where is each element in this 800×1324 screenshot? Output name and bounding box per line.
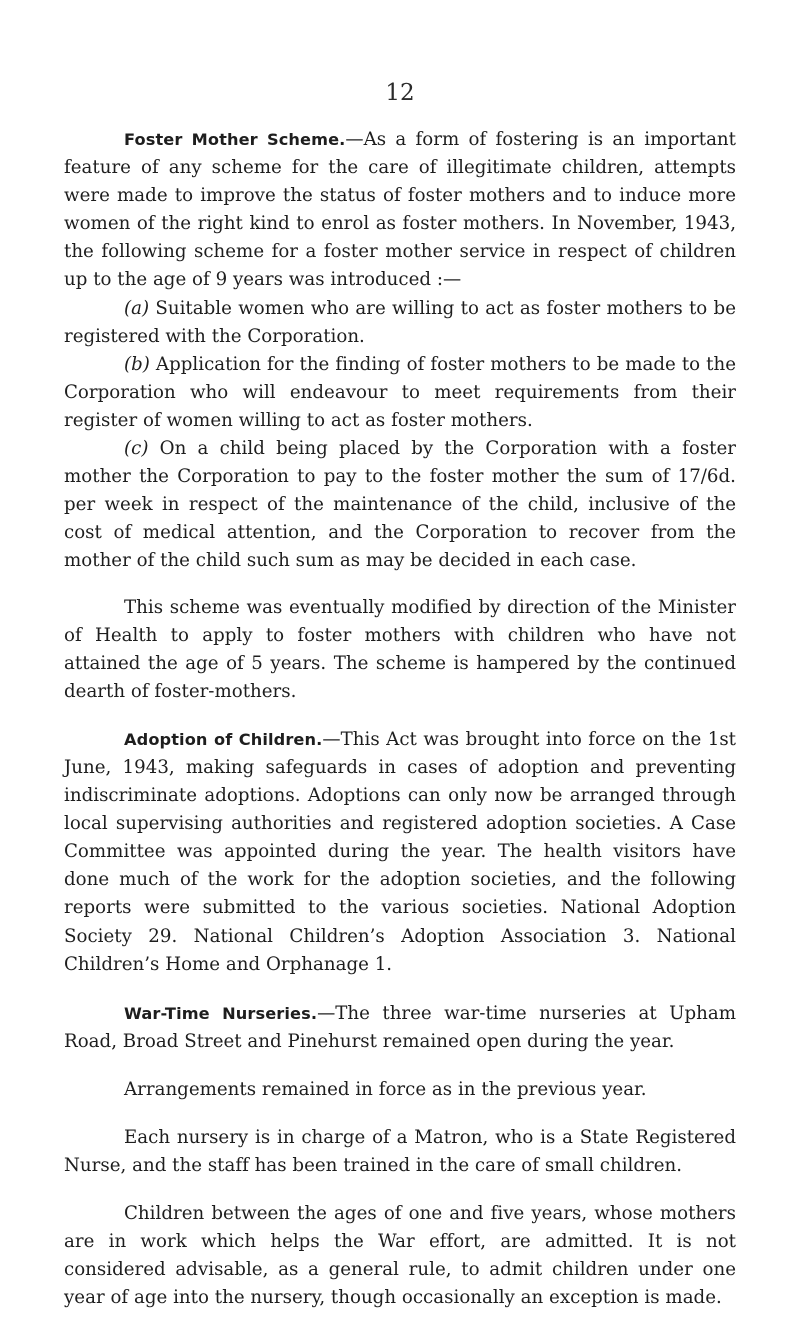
- page-number: 12: [385, 80, 415, 106]
- adoption-of-children-heading: Adoption of Children.: [124, 729, 323, 749]
- war-time-nurseries-text: —The three war-time nurseries at Upham Road, Broad Street and Pinehurst remained open during the year.: [64, 1002, 736, 1052]
- scheme-item-c: [64, 435, 736, 575]
- scheme-item-b-label: (b): [124, 353, 150, 375]
- scheme-modification-paragraph: This scheme was eventually modified by direction of the Minister of Health to apply to foster mothers with children who have not attained the age of 5 years. The scheme is hampered by the continued dearth of foster-mothers.: [64, 596, 736, 702]
- war-time-nurseries-paragraph: [64, 1000, 736, 1056]
- admission-paragraph: Children between the ages of one and five years, whose mothers are in work which helps the War effort, are admitted. It is not considered advisable, as a general rule, to admit children under one year of age into the nursery, though occasionally an exception is made.: [64, 1203, 736, 1309]
- scheme-item-b: [64, 351, 736, 435]
- adoption-paragraph: [64, 726, 736, 979]
- foster-mother-intro-paragraph: [64, 126, 736, 295]
- war-time-nurseries-heading: War-Time Nurseries.: [124, 1003, 318, 1023]
- foster-mother-scheme-heading: Foster Mother Scheme.: [124, 130, 346, 149]
- adoption-text: —This Act was brought into force on the 1st June, 1943, making safeguards in cases of adoption and preventing indiscriminate adoptions. Adoptions can only now be arranged through local supervising authorities and registered adoption societies. A Case Committee was appointed during the year. The health visitors have done much of the work for the adoption societies, and the following reports were submitted to the various societies. National Adoption Society 29. National Children’s Adoption Association 3. National Children’s Home and Orphanage 1.: [64, 728, 736, 975]
- scheme-item-a-label: (a): [124, 297, 150, 319]
- document-body: [64, 126, 736, 1313]
- scheme-item-b-text: Application for the finding of foster mothers to be made to the Corporation who will endeavour to meet requirements from their register of women willing to act as foster mothers.: [64, 353, 736, 431]
- scheme-item-c-text: On a child being placed by the Corporation with a foster mother the Corporation to pay to the foster mother the sum of 17/6d. per week in respect of the maintenance of the child, inclusive of the cost of medical attention, and the Corporation to recover from the mother of the child such sum as may be decided in each case.: [64, 438, 736, 572]
- arrangements-paragraph: Arrangements remained in force as in the previous year.: [124, 1078, 647, 1100]
- scheme-item-c-label: (c): [124, 438, 149, 460]
- scheme-item-a: [64, 295, 736, 351]
- foster-mother-intro-text: —As a form of fostering is an important feature of any scheme for the care of illegitimate children, attempts were made to improve the status of foster mothers and to induce more women of the right kind to enrol as foster mothers. In November, 1943, the following scheme for a foster mother service in respect of children up to the age of 9 years was introduced :—: [64, 129, 736, 291]
- scheme-item-a-text: Suitable women who are willing to act as foster mothers to be registered with the Corporation.: [64, 297, 736, 347]
- matron-paragraph: Each nursery is in charge of a Matron, who is a State Registered Nurse, and the staff has been trained in the care of small children.: [64, 1127, 736, 1177]
